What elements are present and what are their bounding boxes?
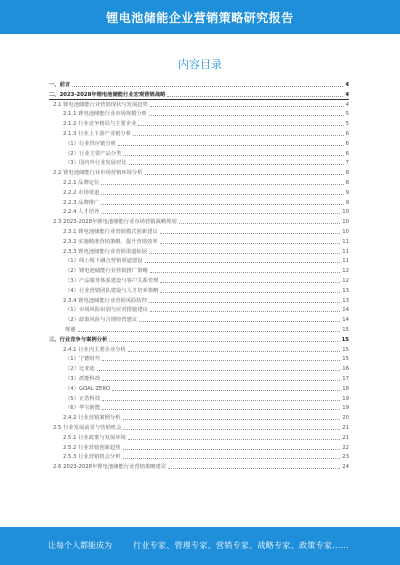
toc-entry-title: 2.6 2023-2028年锂电池储能行业营销策略建议 bbox=[53, 464, 167, 471]
toc-entry[interactable] bbox=[49, 462, 349, 471]
toc-entry-title: 2.3.2 实施精准营销策略，提升营销效率 bbox=[63, 238, 158, 245]
toc-leader-dots bbox=[109, 340, 339, 342]
toc-entry-title: （3）产品服务体系建设与客户关系管理 bbox=[65, 278, 159, 284]
toc-entry-title: （1）宁德时代 bbox=[65, 356, 101, 363]
toc-leader-dots bbox=[149, 301, 340, 303]
toc-leader-dots bbox=[160, 291, 340, 293]
toc-leader-dots bbox=[160, 242, 341, 244]
toc-entry[interactable] bbox=[49, 90, 349, 100]
toc-entry-title: 2.5.1 行业政策与发展环境 bbox=[63, 434, 126, 441]
toc-leader-dots bbox=[123, 154, 343, 156]
toc-entry-page: 15 bbox=[342, 356, 349, 363]
toc-entry-page: 19 bbox=[342, 395, 349, 402]
toc-entry[interactable] bbox=[49, 433, 349, 442]
toc-entry-title: 2.5.2 行业营销创新趋势 bbox=[63, 444, 121, 451]
toc-entry-title: 2.5.3 行业营销机会分析 bbox=[63, 454, 121, 461]
toc-entry[interactable] bbox=[49, 207, 349, 216]
toc-leader-dots bbox=[128, 438, 340, 440]
toc-entry[interactable] bbox=[49, 256, 349, 265]
toc-entry[interactable] bbox=[49, 80, 349, 89]
toc-leader-dots bbox=[145, 261, 341, 263]
toc-entry-title: 2.3 2023-2028年锂电池储能行业市场营销战略规划 bbox=[53, 219, 177, 226]
toc-entry-page: 4 bbox=[345, 101, 349, 108]
toc-entry-title: （2）行业主要产品分类 bbox=[65, 150, 122, 157]
toc-leader-dots bbox=[150, 271, 340, 273]
toc-entry-page: 14 bbox=[342, 307, 349, 314]
toc-entry[interactable] bbox=[49, 276, 349, 285]
toc-entry-title: 一、前言 bbox=[49, 82, 71, 88]
toc-leader-dots bbox=[123, 418, 341, 420]
toc-leader-dots bbox=[149, 252, 340, 254]
toc-entry[interactable] bbox=[49, 247, 349, 256]
toc-entry-page: 6 bbox=[345, 131, 349, 137]
toc-entry-page: 21 bbox=[342, 434, 349, 441]
toc-entry-title: （2）政策风险与合规经营建议 bbox=[65, 317, 138, 324]
toc-entry-page: 4 bbox=[345, 91, 349, 98]
toc-leader-dots bbox=[102, 359, 340, 361]
toc-entry[interactable] bbox=[49, 315, 349, 324]
toc-entry[interactable] bbox=[49, 188, 349, 197]
toc-entry[interactable] bbox=[49, 403, 349, 412]
toc-leader-dots bbox=[150, 310, 340, 312]
toc-leader-dots bbox=[179, 222, 341, 224]
toc-leader-dots bbox=[102, 399, 340, 401]
toc-entry[interactable] bbox=[49, 423, 349, 432]
toc-entry[interactable] bbox=[49, 364, 349, 373]
toc-entry-title: 2.2 锂电池储能行业市场营销环境分析 bbox=[53, 170, 143, 177]
toc-entry-page: 15 bbox=[342, 327, 349, 333]
toc-leader-dots bbox=[139, 320, 340, 322]
toc-leader-dots bbox=[133, 134, 343, 136]
toc-leader-dots bbox=[128, 350, 340, 352]
toc-entry[interactable] bbox=[49, 266, 349, 275]
toc-leader-dots bbox=[149, 114, 344, 116]
toc-entry-title: （3）派能科技 bbox=[65, 376, 101, 382]
toc-entry[interactable] bbox=[49, 394, 349, 403]
toc-entry[interactable] bbox=[49, 354, 349, 363]
toc-entry[interactable] bbox=[49, 217, 349, 226]
toc-entry-title: 2.1 锂电池储能行业营销现状与发展趋势 bbox=[53, 101, 148, 108]
toc-entry-title: 2.4.1 行业内主要企业分析 bbox=[63, 346, 126, 353]
toc-leader-dots bbox=[145, 173, 344, 175]
toc-entry-title: （2）比亚迪 bbox=[65, 366, 95, 373]
toc-entry-page: 18 bbox=[342, 385, 349, 392]
toc-heading: 内容目录 bbox=[178, 58, 222, 71]
header-bar bbox=[0, 0, 400, 34]
toc-entry[interactable] bbox=[49, 305, 349, 314]
toc-entry-page: 5 bbox=[345, 111, 349, 118]
toc-entry[interactable] bbox=[49, 452, 349, 461]
toc-leader-dots bbox=[101, 203, 343, 205]
toc-leader-dots bbox=[102, 408, 340, 410]
toc-entry-page: 15 bbox=[341, 336, 349, 343]
toc-entry-title: 2.3.4 锂电池储能行业营销风险防控 bbox=[63, 297, 148, 304]
toc-entry-page: 23 bbox=[342, 454, 349, 461]
toc-entry[interactable] bbox=[49, 237, 349, 246]
toc-entry-page: 12 bbox=[342, 268, 349, 275]
toc-entry[interactable] bbox=[49, 413, 349, 422]
toc-entry[interactable] bbox=[49, 158, 349, 167]
toc-entry-title: （1）市场风险识别与应对措施建议 bbox=[65, 307, 148, 314]
toc-leader-dots bbox=[150, 105, 344, 107]
footer-tagline: 行业专家、管理专家、营销专家、战略专家、政策专家…… bbox=[133, 541, 349, 550]
toc-entry-page: 14 bbox=[342, 317, 349, 324]
toc-entry[interactable] bbox=[49, 109, 349, 118]
toc-entry-page: 21 bbox=[342, 425, 349, 431]
report-title: 锂电池储能企业营销策略研究报告 bbox=[106, 11, 294, 25]
toc-leader-dots bbox=[102, 379, 340, 381]
toc-leader-dots bbox=[160, 281, 340, 283]
toc-leader-dots bbox=[78, 330, 341, 332]
toc-leader-dots bbox=[97, 369, 340, 371]
toc-leader-dots bbox=[101, 212, 340, 214]
toc-entry-page: 22 bbox=[342, 444, 349, 451]
toc-entry-page: 7 bbox=[345, 160, 349, 167]
toc-leader-dots bbox=[129, 163, 344, 165]
toc-leader-dots bbox=[123, 457, 341, 459]
toc-entry-page: 5 bbox=[345, 121, 349, 128]
toc-entry-page: 10 bbox=[342, 219, 349, 226]
toc-entry-page: 11 bbox=[342, 248, 349, 255]
toc-entry[interactable] bbox=[49, 129, 349, 138]
toc-entry-page: 17 bbox=[342, 376, 349, 382]
toc-entry-title: 2.4.2 行业营销案例分析 bbox=[63, 415, 121, 422]
toc-entry-page: 6 bbox=[345, 140, 349, 147]
toc-entry[interactable] bbox=[49, 384, 349, 393]
toc-entry-title: （5）正浩科技 bbox=[65, 395, 101, 402]
toc-entry[interactable] bbox=[49, 345, 349, 354]
toc-entry-page: 9 bbox=[345, 189, 349, 196]
toc-leader-dots bbox=[138, 124, 343, 126]
toc-entry[interactable] bbox=[49, 335, 349, 344]
toc-entry-page: 8 bbox=[345, 170, 349, 177]
toc-leader-dots bbox=[101, 183, 343, 185]
toc-entry[interactable] bbox=[49, 227, 349, 236]
toc-entry-title: （3）国内外行业发展对比 bbox=[65, 160, 127, 167]
toc-entry-page: 20 bbox=[342, 415, 349, 422]
toc-entry-title: 2.3.1 锂电池储能行业营销模式创新建议 bbox=[63, 229, 158, 235]
toc-entry-page: 19 bbox=[342, 405, 349, 412]
toc-entry-page: 13 bbox=[342, 297, 349, 304]
toc-entry-title: （1）线上线下融合营销渠道建设 bbox=[65, 258, 143, 265]
toc-leader-dots bbox=[72, 85, 343, 87]
toc-leader-dots bbox=[168, 467, 340, 469]
toc-entry-title: （1）行业供应链分析 bbox=[65, 140, 117, 147]
toc-entry[interactable] bbox=[49, 178, 349, 187]
toc-entry[interactable] bbox=[49, 198, 349, 207]
toc-entry[interactable] bbox=[49, 286, 349, 295]
toc-entry-page: 10 bbox=[342, 229, 349, 235]
footer-slogan: 让每个人都能成为 bbox=[48, 541, 112, 550]
toc-entry-title: 2.2.3 品牌推广 bbox=[63, 199, 100, 206]
toc-entry-page: 6 bbox=[345, 150, 349, 157]
toc-leader-dots bbox=[167, 95, 343, 97]
toc-entry[interactable] bbox=[49, 149, 349, 158]
toc-entry[interactable] bbox=[49, 325, 349, 334]
toc-entry-page: 4 bbox=[345, 82, 349, 88]
toc-entry-title: 2.3.3 锂电池储能行业营销渠道拓展 bbox=[63, 248, 148, 255]
footer-bar bbox=[0, 527, 400, 565]
toc-entry-page: 8 bbox=[345, 180, 349, 186]
toc-entry[interactable] bbox=[49, 168, 349, 177]
toc-entry[interactable] bbox=[49, 100, 349, 109]
toc-entry-page: 9 bbox=[345, 199, 349, 206]
toc-leader-dots bbox=[118, 144, 344, 146]
toc-entry-title: 2.5 行业发展前景与营销机会 bbox=[53, 425, 122, 431]
toc-leader-dots bbox=[160, 232, 341, 234]
toc-entry[interactable] bbox=[49, 296, 349, 305]
toc-entry-page: 16 bbox=[342, 366, 349, 373]
toc-entry-page: 11 bbox=[342, 258, 349, 265]
toc-entry-title: 规避 bbox=[65, 327, 76, 333]
toc-entry-page: 15 bbox=[342, 346, 349, 353]
toc-entry-title: 2.1.3 行业上下游产业链分析 bbox=[63, 131, 132, 137]
toc-entry[interactable] bbox=[49, 119, 349, 128]
toc-entry-title: 2.1.1 锂电池储能行业市场规模分析 bbox=[63, 111, 148, 118]
toc-entry-page: 11 bbox=[342, 238, 349, 245]
toc-entry-title: 2.2.1 品牌定位 bbox=[63, 180, 100, 186]
toc-leader-dots bbox=[123, 428, 340, 430]
toc-entry-page: 13 bbox=[342, 287, 349, 294]
toc-entry[interactable] bbox=[49, 443, 349, 452]
toc-entry-title: 二、2023-2028年锂电池储能行业宏观营销战略 bbox=[49, 91, 166, 98]
toc-entry-title: （4）行业营销团队建设与人才培养策略 bbox=[65, 287, 159, 294]
toc-entry-title: （2）锂电池储能行业营销推广策略 bbox=[65, 268, 148, 275]
toc-entry-title: 2.1.2 行业竞争格局与主要企业 bbox=[63, 121, 137, 128]
toc-entry-title: （6）华宝新能 bbox=[65, 405, 101, 412]
toc-entry-page: 10 bbox=[342, 209, 349, 216]
toc-entry-title: 2.2.4 人才培养 bbox=[63, 209, 100, 216]
toc-entry-title: （4）GOAL ZERO bbox=[65, 385, 111, 392]
toc-leader-dots bbox=[112, 389, 340, 391]
toc-entry[interactable] bbox=[49, 139, 349, 148]
toc-entry-title: 三、行业竞争与案例分析 bbox=[49, 336, 108, 343]
toc-leader-dots bbox=[123, 448, 341, 450]
toc-entry-page: 12 bbox=[342, 278, 349, 284]
toc-entry-title: 2.2.2 市场渠道 bbox=[63, 189, 100, 196]
toc-entry[interactable] bbox=[49, 374, 349, 383]
toc-entry-page: 24 bbox=[342, 464, 349, 471]
toc-leader-dots bbox=[101, 193, 343, 195]
